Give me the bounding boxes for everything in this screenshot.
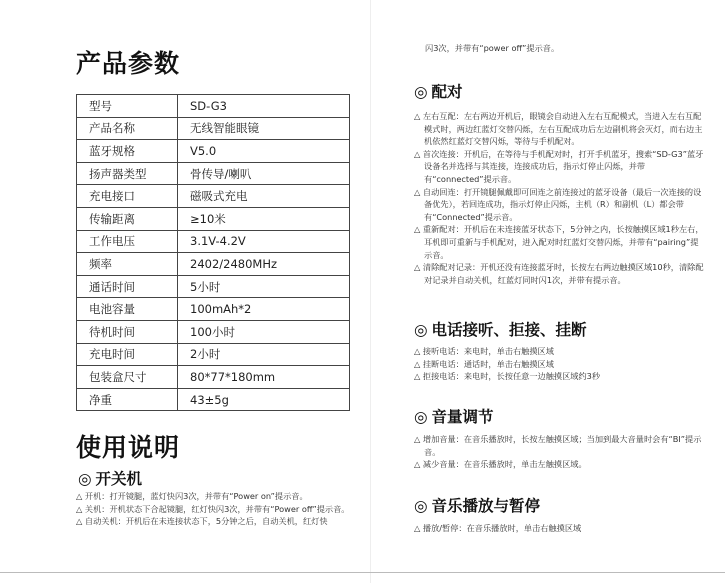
table-row <box>77 117 350 140</box>
list-item: △ 首次连接：开机后，在等待与手机配对时，打开手机蓝牙，搜索“SD-G3”蓝牙设备名并选择与其连接，连接成功后，指示灯停止闪烁，并带有“connected”提示音。 <box>414 148 704 184</box>
table-row <box>77 95 350 118</box>
pair-section-title: ◎ 配对 <box>414 83 463 101</box>
list-item: △ 拒接电话：来电时，长按任意一边触摸区域约3秒 <box>414 371 601 382</box>
spec-value-cell: 43±5g <box>178 388 350 411</box>
spec-key-cell: 型号 <box>77 95 178 118</box>
section-circle-icon: ◎ <box>414 408 428 426</box>
spec-value-cell: 2小时 <box>178 343 350 366</box>
list-item: △ 左右互配：左右两边开机后，眼镜会自动进入左右互配模式，当进入左右互配模式时，两边红蓝灯交替闪烁，左右互配成功后左边副机将会灭灯，而右边主机依然红蓝灯交替闪烁，等待与手机配对。 <box>414 111 703 147</box>
table-row <box>77 366 350 389</box>
power-section-title: ◎ 开关机 <box>78 470 143 488</box>
spec-key-cell: 待机时间 <box>77 320 178 343</box>
table-row <box>77 230 350 253</box>
list-item: △ 挂断电话：通话时，单击右触摸区域 <box>414 358 554 369</box>
volume-instructions <box>414 433 704 471</box>
list-item: △ 播放/暂停：在音乐播放时，单击右触摸区域 <box>414 523 582 533</box>
table-row <box>77 320 350 343</box>
spec-value-cell: 80*77*180mm <box>178 366 350 389</box>
power-instructions <box>76 490 366 528</box>
music-instructions <box>414 522 704 535</box>
list-item: △ 自动关机：开机后在未连接状态下，5分钟之后，自动关机，红灯快 <box>76 516 328 527</box>
spec-value-cell: 100小时 <box>178 320 350 343</box>
list-item: △ 清除配对记录：开机还没有连接蓝牙时，长按左右两边触摸区域10秒，清除配对记录并自动关机，红蓝灯同时闪1次，并带有提示音。 <box>414 262 704 285</box>
pair-instructions <box>414 110 704 286</box>
table-row <box>77 185 350 208</box>
spec-key-cell: 蓝牙规格 <box>77 140 178 163</box>
section-circle-icon: ◎ <box>78 470 92 488</box>
table-row <box>77 253 350 276</box>
spec-table <box>76 94 350 411</box>
spec-key-cell: 通话时间 <box>77 275 178 298</box>
list-item: △ 开机：打开镜腿，蓝灯快闪3次，并带有“Power on”提示音。 <box>76 491 308 501</box>
table-row <box>77 162 350 185</box>
table-row <box>77 140 350 163</box>
list-item: △ 减少音量：在音乐播放时，单击左触摸区域。 <box>414 459 587 470</box>
spec-key-cell: 扬声器类型 <box>77 162 178 185</box>
spec-key-cell: 传输距离 <box>77 207 178 230</box>
spec-key-cell: 工作电压 <box>77 230 178 253</box>
volume-section-title: ◎ 音量调节 <box>414 408 494 426</box>
spec-key-cell: 充电接口 <box>77 185 178 208</box>
section-circle-icon: ◎ <box>414 83 428 101</box>
usage-heading: 使用说明 <box>76 433 181 462</box>
table-row <box>77 207 350 230</box>
page-gutter <box>370 0 371 583</box>
spec-value-cell: SD-G3 <box>178 95 350 118</box>
spec-value-cell: 2402/2480MHz <box>178 253 350 276</box>
spec-value-cell: 无线智能眼镜 <box>178 117 350 140</box>
spec-value-cell: 磁吸式充电 <box>178 185 350 208</box>
spec-value-cell: 骨传导/喇叭 <box>178 162 350 185</box>
spec-key-cell: 频率 <box>77 253 178 276</box>
spec-key-cell: 充电时间 <box>77 343 178 366</box>
spec-value-cell: 100mAh*2 <box>178 298 350 321</box>
spec-key-cell: 净重 <box>77 388 178 411</box>
spec-key-cell: 产品名称 <box>77 117 178 140</box>
spec-value-cell: ≥10米 <box>178 207 350 230</box>
table-row <box>77 388 350 411</box>
section-circle-icon: ◎ <box>414 497 428 515</box>
spec-heading: 产品参数 <box>76 49 181 78</box>
continued-text: 闪3次，并带有“power off”提示音。 <box>425 43 560 53</box>
list-item: △ 自动回连：打开镜腿佩戴即可回连之前连接过的蓝牙设备（最后一次连接的设备优先），若回连成功，指示灯停止闪烁，主机（R）和副机（L）都会带有“Connected”提示音。 <box>414 186 702 222</box>
spec-value-cell: 3.1V-4.2V <box>178 230 350 253</box>
spec-key-cell: 包装盒尺寸 <box>77 366 178 389</box>
list-item: △ 增加音量：在音乐播放时，长按左触摸区域；当加到最大音量时会有“BI”提示音。 <box>414 434 702 457</box>
list-item: △ 接听电话：来电时，单击右触摸区域 <box>414 346 554 356</box>
music-section-title: ◎ 音乐播放与暂停 <box>414 497 541 515</box>
table-row <box>77 343 350 366</box>
section-circle-icon: ◎ <box>414 321 428 339</box>
table-row <box>77 298 350 321</box>
spec-key-cell: 电池容量 <box>77 298 178 321</box>
spec-value-cell: 5小时 <box>178 275 350 298</box>
list-item: △ 关机：开机状态下合起镜腿，红灯快闪3次，并带有“Power off”提示音。 <box>76 503 350 514</box>
call-instructions <box>414 345 704 383</box>
list-item: △ 重新配对：开机后在未连接蓝牙状态下，5分钟之内，长按触摸区域1秒左右，耳机即可重新与手机配对，进入配对时红蓝灯交替闪烁，并带有“pairing”提示音。 <box>414 224 704 260</box>
spec-value-cell: V5.0 <box>178 140 350 163</box>
table-row <box>77 275 350 298</box>
footer-rule <box>0 572 725 573</box>
call-section-title: ◎ 电话接听、拒接、挂断 <box>414 321 587 339</box>
